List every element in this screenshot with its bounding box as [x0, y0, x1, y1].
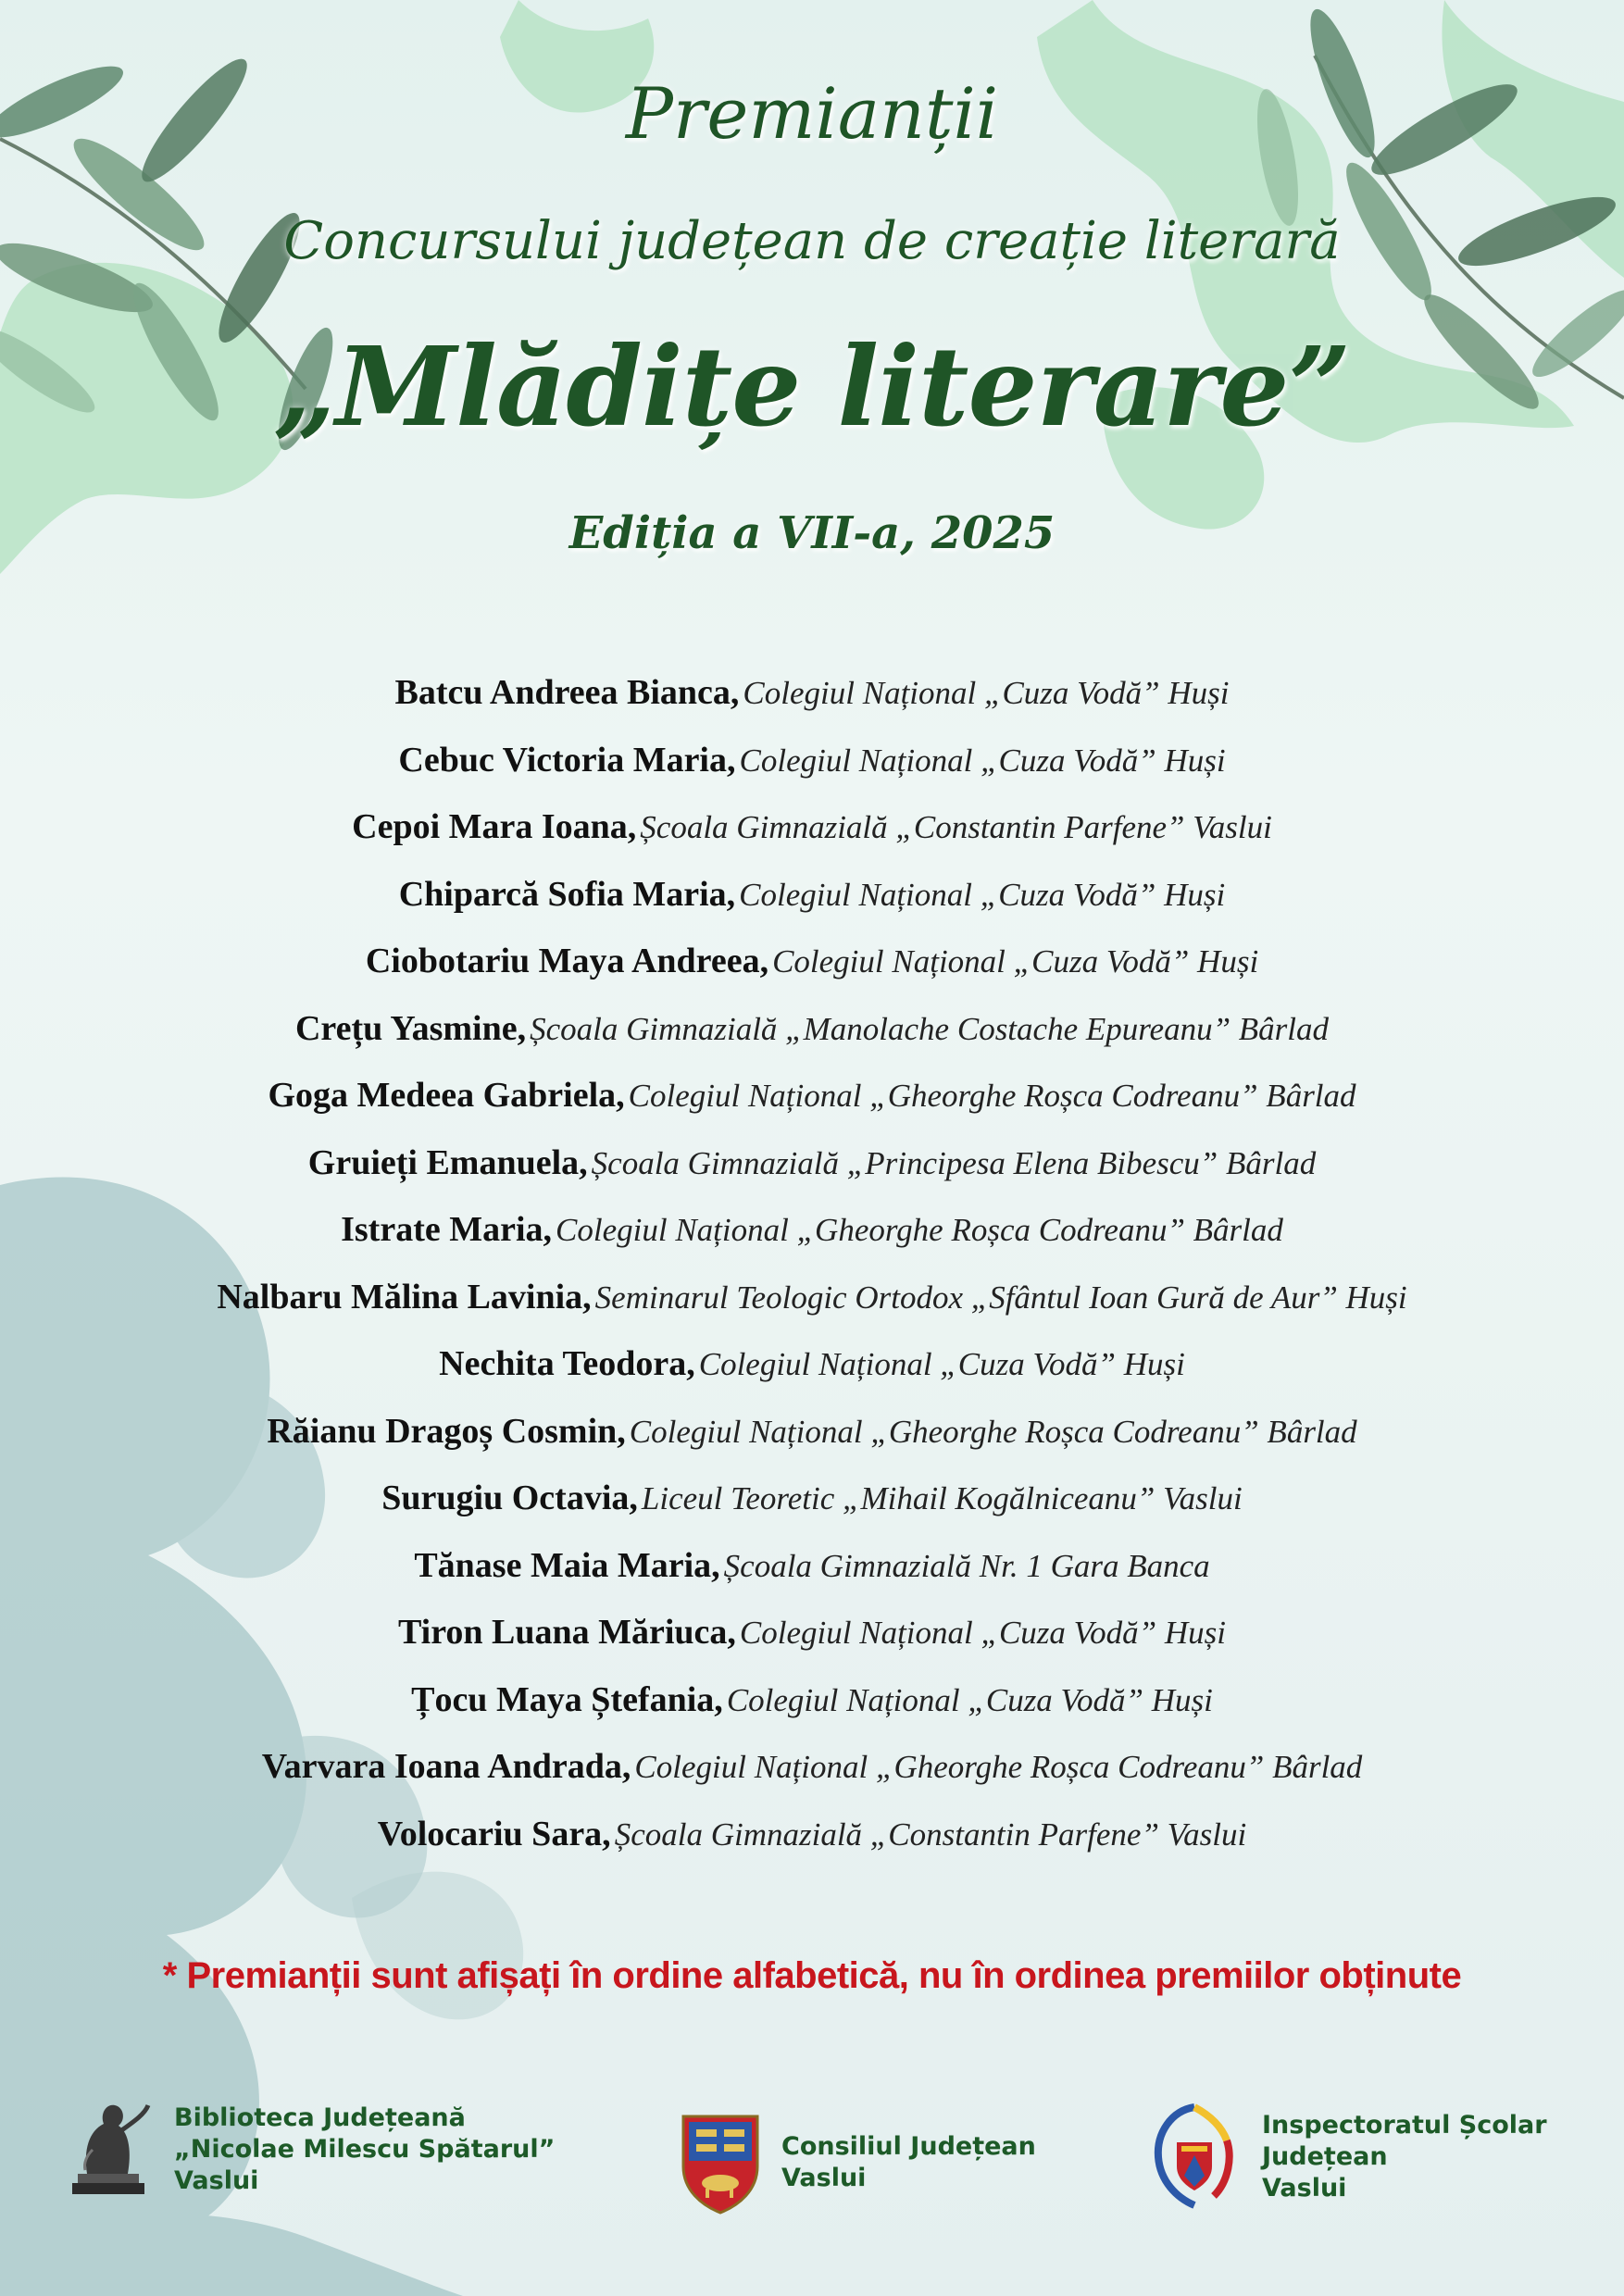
winner-name: Răianu Dragoș Cosmin,: [267, 1411, 626, 1451]
winner-row: [0, 928, 1624, 995]
school-inspectorate-logo-block: [1143, 2102, 1547, 2213]
winner-row: [0, 995, 1624, 1063]
title-competition: Concursului județean de creație literară: [283, 211, 1341, 271]
winner-row: [0, 1062, 1624, 1129]
winner-school: Colegiul Național „Gheorghe Roșca Codreanu” Bârlad: [628, 1078, 1356, 1114]
winner-school: Școala Gimnazială „Manolache Costache Epureanu” Bârlad: [530, 1010, 1330, 1047]
winner-name: Cepoi Mara Ioana,: [352, 807, 637, 846]
winner-school: Colegiul Național „Cuza Vodă” Huși: [739, 1615, 1227, 1651]
winner-name: Nalbaru Mălina Lavinia,: [217, 1277, 592, 1316]
winner-school: Colegiul Național „Cuza Vodă” Huși: [739, 742, 1226, 779]
winner-name: Ciobotariu Maya Andreea,: [365, 942, 769, 980]
winner-name: Cebuc Victoria Maria,: [398, 740, 736, 780]
county-coat-of-arms-icon: [676, 2109, 765, 2216]
winner-row: [0, 1801, 1624, 1868]
school-inspectorate-name-line: Vaslui: [1262, 2174, 1347, 2202]
county-council-name-line: Consiliul Județean: [781, 2132, 1036, 2161]
winner-name: Chiparcă Sofia Maria,: [398, 874, 736, 914]
winners-list: [0, 659, 1624, 1867]
winner-name: Istrate Maria,: [341, 1210, 553, 1249]
winner-name: Gruieți Emanuela,: [307, 1142, 588, 1182]
school-inspectorate-name-line: Județean: [1262, 2142, 1388, 2171]
winner-row: [0, 659, 1624, 727]
winner-row: [0, 727, 1624, 794]
winner-name: Surugiu Octavia,: [381, 1479, 638, 1517]
winner-name: Goga Medeea Gabriela,: [268, 1076, 625, 1115]
winner-name: Varvara Ioana Andrada,: [261, 1747, 631, 1786]
winner-school: Școala Gimnazială „Principesa Elena Bibescu” Bârlad: [591, 1144, 1317, 1181]
winner-name: Crețu Yasmine,: [294, 1008, 527, 1048]
title-premiantii: Premianții: [625, 72, 999, 155]
library-logo-block: [56, 2094, 555, 2205]
library-name-line: Biblioteca Județeană: [174, 2103, 466, 2132]
school-inspectorate-name-line: Inspectoratul Școlar: [1262, 2111, 1547, 2140]
winner-name: Nechita Teodora,: [439, 1344, 695, 1383]
winner-name: Tănase Maia Maria,: [414, 1545, 720, 1585]
winner-row: [0, 1733, 1624, 1801]
winner-row: [0, 793, 1624, 861]
winner-row: [0, 1599, 1624, 1666]
library-name-line: Vaslui: [174, 2166, 259, 2195]
winner-school: Colegiul Național „Cuza Vodă” Huși: [698, 1346, 1185, 1382]
winner-row: [0, 1398, 1624, 1466]
school-inspectorate-emblem-icon: [1143, 2102, 1245, 2213]
winner-name: Volocariu Sara,: [377, 1814, 611, 1853]
winner-school: Colegiul Național „Cuza Vodă” Huși: [739, 876, 1226, 913]
winner-name: Tiron Luana Măriuca,: [397, 1613, 736, 1652]
winner-school: Colegiul Național „Cuza Vodă” Huși: [743, 675, 1230, 711]
winner-row: [0, 1666, 1624, 1734]
county-council-logo-block: [676, 2109, 1036, 2216]
library-statue-icon: [56, 2094, 157, 2205]
library-name-line: „Nicolae Milescu Spătarul”: [174, 2135, 556, 2164]
title-competition-name: „Mlădițe literare”: [273, 322, 1351, 451]
winner-row: [0, 1532, 1624, 1600]
winner-school: Seminarul Teologic Ortodox „Sfântul Ioan Gură de Aur” Huși: [594, 1279, 1407, 1316]
county-council-name-line: Vaslui: [781, 2164, 867, 2192]
school-inspectorate-name: [1262, 2110, 1547, 2204]
winner-row: [0, 1465, 1624, 1532]
edition-label: Ediția a VII-a, 2025: [568, 507, 1056, 559]
winner-row: [0, 1129, 1624, 1197]
library-name: [174, 2103, 555, 2197]
winner-school: Colegiul Național „Gheorghe Roșca Codreanu” Bârlad: [556, 1212, 1283, 1248]
winner-school: Liceul Teoretic „Mihail Kogălniceanu” Vaslui: [641, 1480, 1243, 1516]
winner-school: Colegiul Național „Gheorghe Roșca Codreanu” Bârlad: [629, 1413, 1357, 1450]
winner-row: [0, 1264, 1624, 1331]
winner-school: Colegiul Național „Cuza Vodă” Huși: [772, 943, 1259, 980]
winner-school: Colegiul Național „Gheorghe Roșca Codreanu” Bârlad: [634, 1749, 1363, 1785]
winner-school: Școala Gimnazială Nr. 1 Gara Banca: [723, 1547, 1210, 1584]
winner-school: Școala Gimnazială „Constantin Parfene” Vaslui: [614, 1816, 1247, 1853]
winner-school: Școala Gimnazială „Constantin Parfene” Vaslui: [640, 809, 1272, 845]
alphabetical-order-note: * Premianții sunt afișați în ordine alfabetică, nu în ordinea premiilor obținute: [162, 1955, 1462, 1996]
winner-row: [0, 1330, 1624, 1398]
county-council-name: [781, 2131, 1036, 2194]
winner-name: Țocu Maya Ștefania,: [411, 1679, 723, 1719]
winner-row: [0, 1196, 1624, 1264]
winner-row: [0, 861, 1624, 929]
winner-school: Colegiul Național „Cuza Vodă” Huși: [726, 1681, 1213, 1718]
winner-name: Batcu Andreea Bianca,: [394, 673, 740, 712]
